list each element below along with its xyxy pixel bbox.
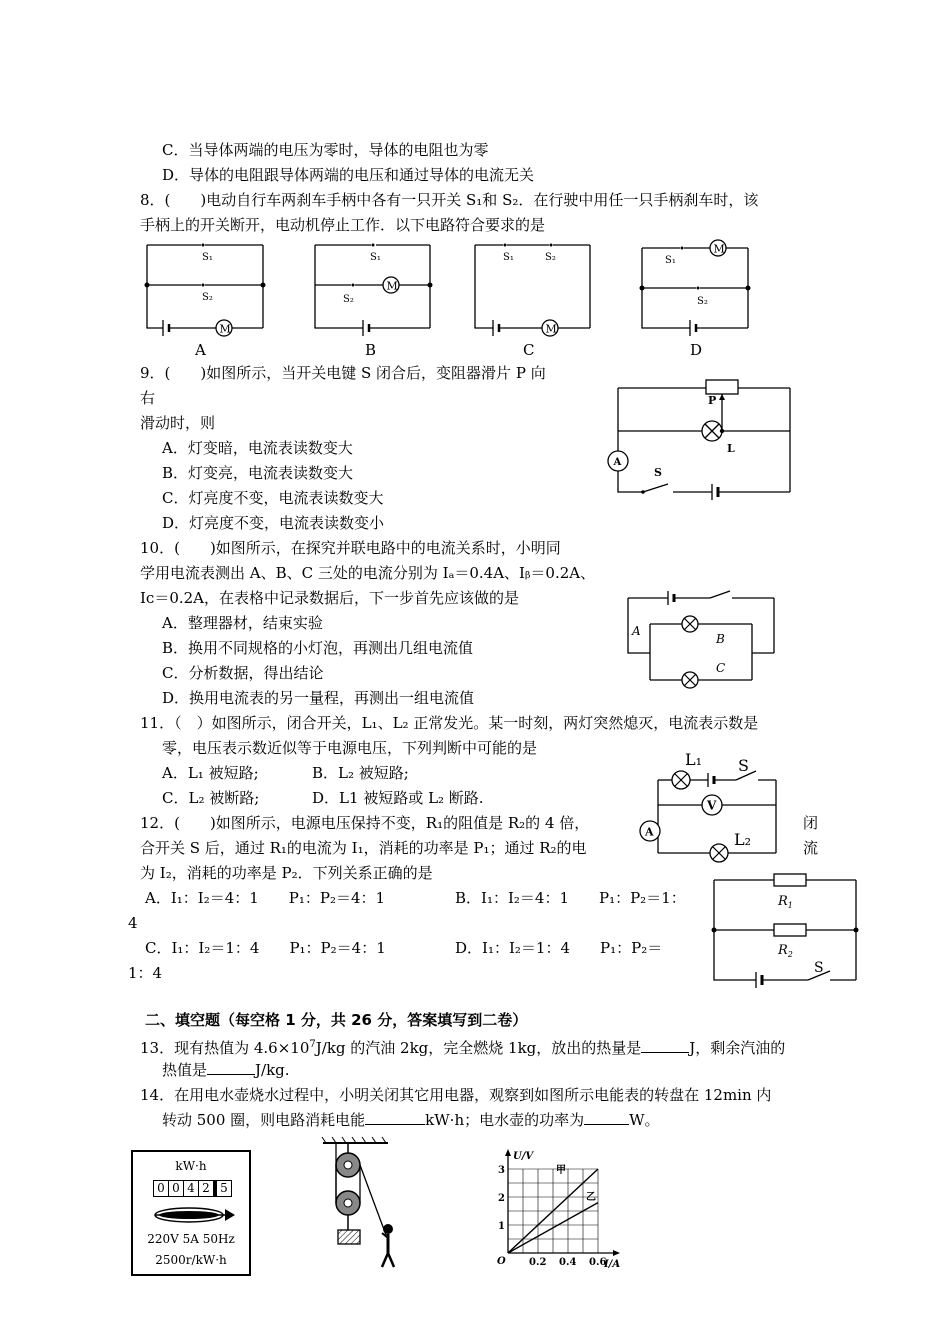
x-tick-label: 0.4 bbox=[559, 1257, 577, 1268]
resistor-r2-icon bbox=[774, 924, 806, 936]
meter-digits bbox=[153, 1180, 232, 1197]
q8-label-a: A bbox=[195, 341, 206, 359]
switch-s-label: S bbox=[814, 960, 824, 976]
series-label-jia: 甲 bbox=[556, 1165, 566, 1177]
origin-label: O bbox=[497, 1256, 506, 1267]
meter-rating: 220V 5A 50Hz bbox=[147, 1232, 235, 1246]
motor-icon: M bbox=[219, 322, 231, 336]
y-tick-label: 1 bbox=[498, 1221, 505, 1232]
q8-label-c: C bbox=[523, 341, 535, 359]
q8-label-d: D bbox=[690, 341, 703, 359]
q11-option-b: B．L₂ 被短路; bbox=[312, 764, 409, 782]
q13-line2 bbox=[162, 1060, 290, 1080]
q8-stem-line2: 手柄上的开关断开，电动机停止工作．以下电路符合要求的是 bbox=[140, 216, 546, 234]
y-axis-arrow bbox=[505, 1149, 511, 1156]
q7-option-d: D．导体的电阻跟导体两端的电压和通过导体的电流无关 bbox=[162, 166, 535, 184]
meter-digit: 0 bbox=[153, 1180, 169, 1197]
q9-option-a: A．灯变暗，电流表读数变大 bbox=[162, 439, 353, 457]
q10-circuit-diagram bbox=[620, 588, 780, 698]
q13-blank-2[interactable] bbox=[207, 1074, 255, 1075]
q11-stem-line2: 零，电压表示数近似等于电源电压，下列判断中可能的是 bbox=[162, 739, 538, 757]
switch-s1-label: S₁ bbox=[370, 252, 381, 263]
q12-option-b-wrap: 4 bbox=[128, 914, 138, 932]
motor-icon: M bbox=[386, 279, 398, 293]
pulley-system-illustration bbox=[318, 1135, 418, 1270]
motor-icon: M bbox=[713, 242, 725, 256]
switch-s2-label: S₂ bbox=[343, 294, 354, 305]
switch-s1-label: S₁ bbox=[202, 252, 213, 263]
q12-stem-line1-tail: 闭 bbox=[803, 814, 819, 832]
slider-p-label: P bbox=[708, 394, 717, 407]
section-2-title: 二、填空题（每空格 1 分，共 26 分，答案填写到二卷） bbox=[145, 1011, 528, 1029]
svg-text:R1 bbox=[777, 894, 793, 910]
electric-meter bbox=[131, 1150, 251, 1276]
meter-digit: 5 bbox=[214, 1180, 232, 1197]
q12-option-d-wrap: 1：4 bbox=[128, 964, 163, 982]
q12-stem-line1: 12．( )如图所示，电源电压保持不变，R₁的阻值是 R₂的 4 倍， bbox=[140, 814, 590, 832]
voltmeter-label: V bbox=[707, 798, 717, 813]
q14-line2 bbox=[162, 1110, 660, 1130]
switch-s1-label: S₁ bbox=[503, 252, 514, 263]
switch-s1-label: S₁ bbox=[665, 255, 676, 266]
svg-text:R2 bbox=[777, 943, 793, 959]
meter-revs: 2500r/kW·h bbox=[155, 1253, 227, 1267]
x-tick-label: 0.6 bbox=[589, 1257, 607, 1268]
q13-text-a: 13．现有热值为 4.6×10 bbox=[140, 1039, 310, 1057]
switch-s2-label: S₂ bbox=[545, 252, 556, 263]
person-head-icon bbox=[383, 1224, 393, 1234]
point-a-label: A bbox=[632, 624, 641, 638]
motor-icon: M bbox=[545, 322, 557, 336]
resistor-r1-sub: 1 bbox=[787, 901, 793, 910]
q10-stem-line3: Iᴄ＝0.2A，在表格中记录数据后，下一步首先应该做的是 bbox=[140, 589, 520, 607]
q13-text-b: J/kg 的汽油 2kg，完全燃烧 1kg，放出的热量是 bbox=[315, 1039, 642, 1057]
q13-line1 bbox=[140, 1035, 785, 1058]
resistor-r2-sub: 2 bbox=[787, 950, 793, 959]
switch-s2-label: S₂ bbox=[697, 296, 708, 307]
meter-unit: kW·h bbox=[175, 1159, 207, 1173]
point-b-label: B bbox=[716, 632, 725, 646]
switch-s2-label: S₂ bbox=[202, 292, 213, 303]
x-axis-arrow bbox=[613, 1250, 620, 1256]
resistor-r2-label: R bbox=[778, 943, 788, 958]
ammeter-label: A bbox=[645, 825, 654, 839]
q9-option-b: B．灯变亮，电流表读数变大 bbox=[162, 464, 354, 482]
q9-option-d: D．灯亮度不变，电流表读数变小 bbox=[162, 514, 385, 532]
q14-blank-2[interactable] bbox=[584, 1124, 629, 1125]
q11-option-c: C．L₂ 被断路; bbox=[162, 789, 260, 807]
q12-option-c: C．I₁：I₂＝1：4 P₁：P₂＝4：1 bbox=[145, 939, 386, 957]
x-axis-label: I/A bbox=[604, 1259, 621, 1270]
switch-s-label: S bbox=[654, 466, 662, 479]
q11-circuit-diagram bbox=[630, 745, 790, 863]
q12-circuit-diagram bbox=[712, 868, 862, 986]
q9-option-c: C．灯亮度不变，电流表读数变大 bbox=[162, 489, 384, 507]
q14-blank-1[interactable] bbox=[365, 1124, 425, 1125]
q14-line1: 14．在用电水壶烧水过程中，小明关闭其它用电器，观察到如图所示电能表的转盘在 12min 内 bbox=[140, 1086, 772, 1104]
meter-digit: 2 bbox=[199, 1180, 214, 1197]
q10-option-c: C．分析数据，得出结论 bbox=[162, 664, 324, 682]
q12-stem-line2-tail: 流 bbox=[803, 839, 819, 857]
q11-stem-line1: 11．（ ）如图所示，闭合开关，L₁、L₂ 正常发光。某一时刻，两灯突然熄灭，电流表示数是 bbox=[140, 714, 759, 732]
lamp-l1-label: L₁ bbox=[685, 750, 703, 769]
q10-option-d: D．换用电流表的另一量程，再测出一组电流值 bbox=[162, 689, 475, 707]
q13-text-e: J/kg. bbox=[255, 1061, 290, 1079]
meter-digit: 0 bbox=[169, 1180, 184, 1197]
q12-option-a: A．I₁：I₂＝4：1 P₁：P₂＝4：1 bbox=[145, 889, 386, 907]
q11-option-d: D．L1 被短路或 L₂ 断路. bbox=[312, 789, 484, 807]
q14-text-a: 转动 500 圈，则电路消耗电能 bbox=[162, 1111, 366, 1129]
q7-option-c: C．当导体两端的电压为零时，导体的电阻也为零 bbox=[162, 141, 489, 159]
rheostat-icon bbox=[706, 380, 738, 394]
q10-stem-line2: 学用电流表测出 A、B、C 三处的电流分别为 Iₐ＝0.4A、Iᵦ＝0.2A、 bbox=[140, 564, 596, 582]
q14-text-b: kW·h；电水壶的功率为 bbox=[425, 1111, 585, 1129]
q12-stem-line2: 合开关 S 后，通过 R₁的电流为 I₁，消耗的功率是 P₁；通过 R₂的电 bbox=[140, 839, 587, 857]
q11-option-a: A．L₁ 被短路; bbox=[162, 764, 259, 782]
y-axis-label: U/V bbox=[513, 1151, 534, 1162]
weight-block-icon bbox=[338, 1230, 360, 1244]
ammeter-label: A bbox=[613, 457, 622, 468]
q12-stem-line3: 为 I₂，消耗的功率是 P₂．下列关系正确的是 bbox=[140, 864, 433, 882]
meter-disc-icon bbox=[147, 1204, 237, 1226]
q10-option-a: A．整理器材，结束实验 bbox=[162, 614, 323, 632]
q14-text-c: W。 bbox=[629, 1111, 660, 1129]
q9-stem-line2: 右 bbox=[140, 389, 156, 407]
resistor-r1-label: R bbox=[778, 894, 788, 909]
q9-stem-line1: 9．( )如图所示，当开关电键 S 闭合后，变阻器滑片 P 向 bbox=[140, 364, 546, 382]
switch-s-label: S bbox=[738, 756, 749, 775]
x-tick-label: 0.2 bbox=[529, 1257, 547, 1268]
resistor-r1-icon bbox=[774, 874, 806, 886]
q12-option-d: D．I₁：I₂＝1：4 P₁：P₂＝ bbox=[455, 939, 663, 957]
q10-stem-line1: 10．( )如图所示，在探究并联电路中的电流关系时，小明同 bbox=[140, 539, 561, 557]
q13-blank-1[interactable] bbox=[641, 1052, 689, 1053]
y-tick-label: 2 bbox=[498, 1193, 505, 1204]
q10-option-b: B．换用不同规格的小灯泡，再测出几组电流值 bbox=[162, 639, 474, 657]
point-c-label: C bbox=[716, 661, 726, 675]
q12-option-b: B．I₁：I₂＝4：1 P₁：P₂＝1： bbox=[455, 889, 686, 907]
q13-text-c: J，剩余汽油的 bbox=[689, 1039, 786, 1057]
series-label-yi: 乙 bbox=[586, 1191, 596, 1203]
q9-circuit-diagram bbox=[598, 372, 798, 502]
q13-text-d: 热值是 bbox=[162, 1061, 208, 1079]
q8-label-b: B bbox=[365, 341, 377, 359]
u-i-graph bbox=[488, 1145, 621, 1275]
y-tick-label: 3 bbox=[498, 1165, 505, 1176]
q13-exponent: 7 bbox=[309, 1039, 316, 1050]
q9-stem-line3: 滑动时，则 bbox=[140, 414, 216, 432]
lamp-l-label: L bbox=[727, 442, 735, 455]
q8-stem-line1: 8．( )电动自行车两刹车手柄中各有一只开关 S₁和 S₂．在行驶中用任一只手柄刹车时，该 bbox=[140, 191, 759, 209]
meter-digit: 4 bbox=[184, 1180, 199, 1197]
lamp-l2-label: L₂ bbox=[734, 830, 752, 849]
